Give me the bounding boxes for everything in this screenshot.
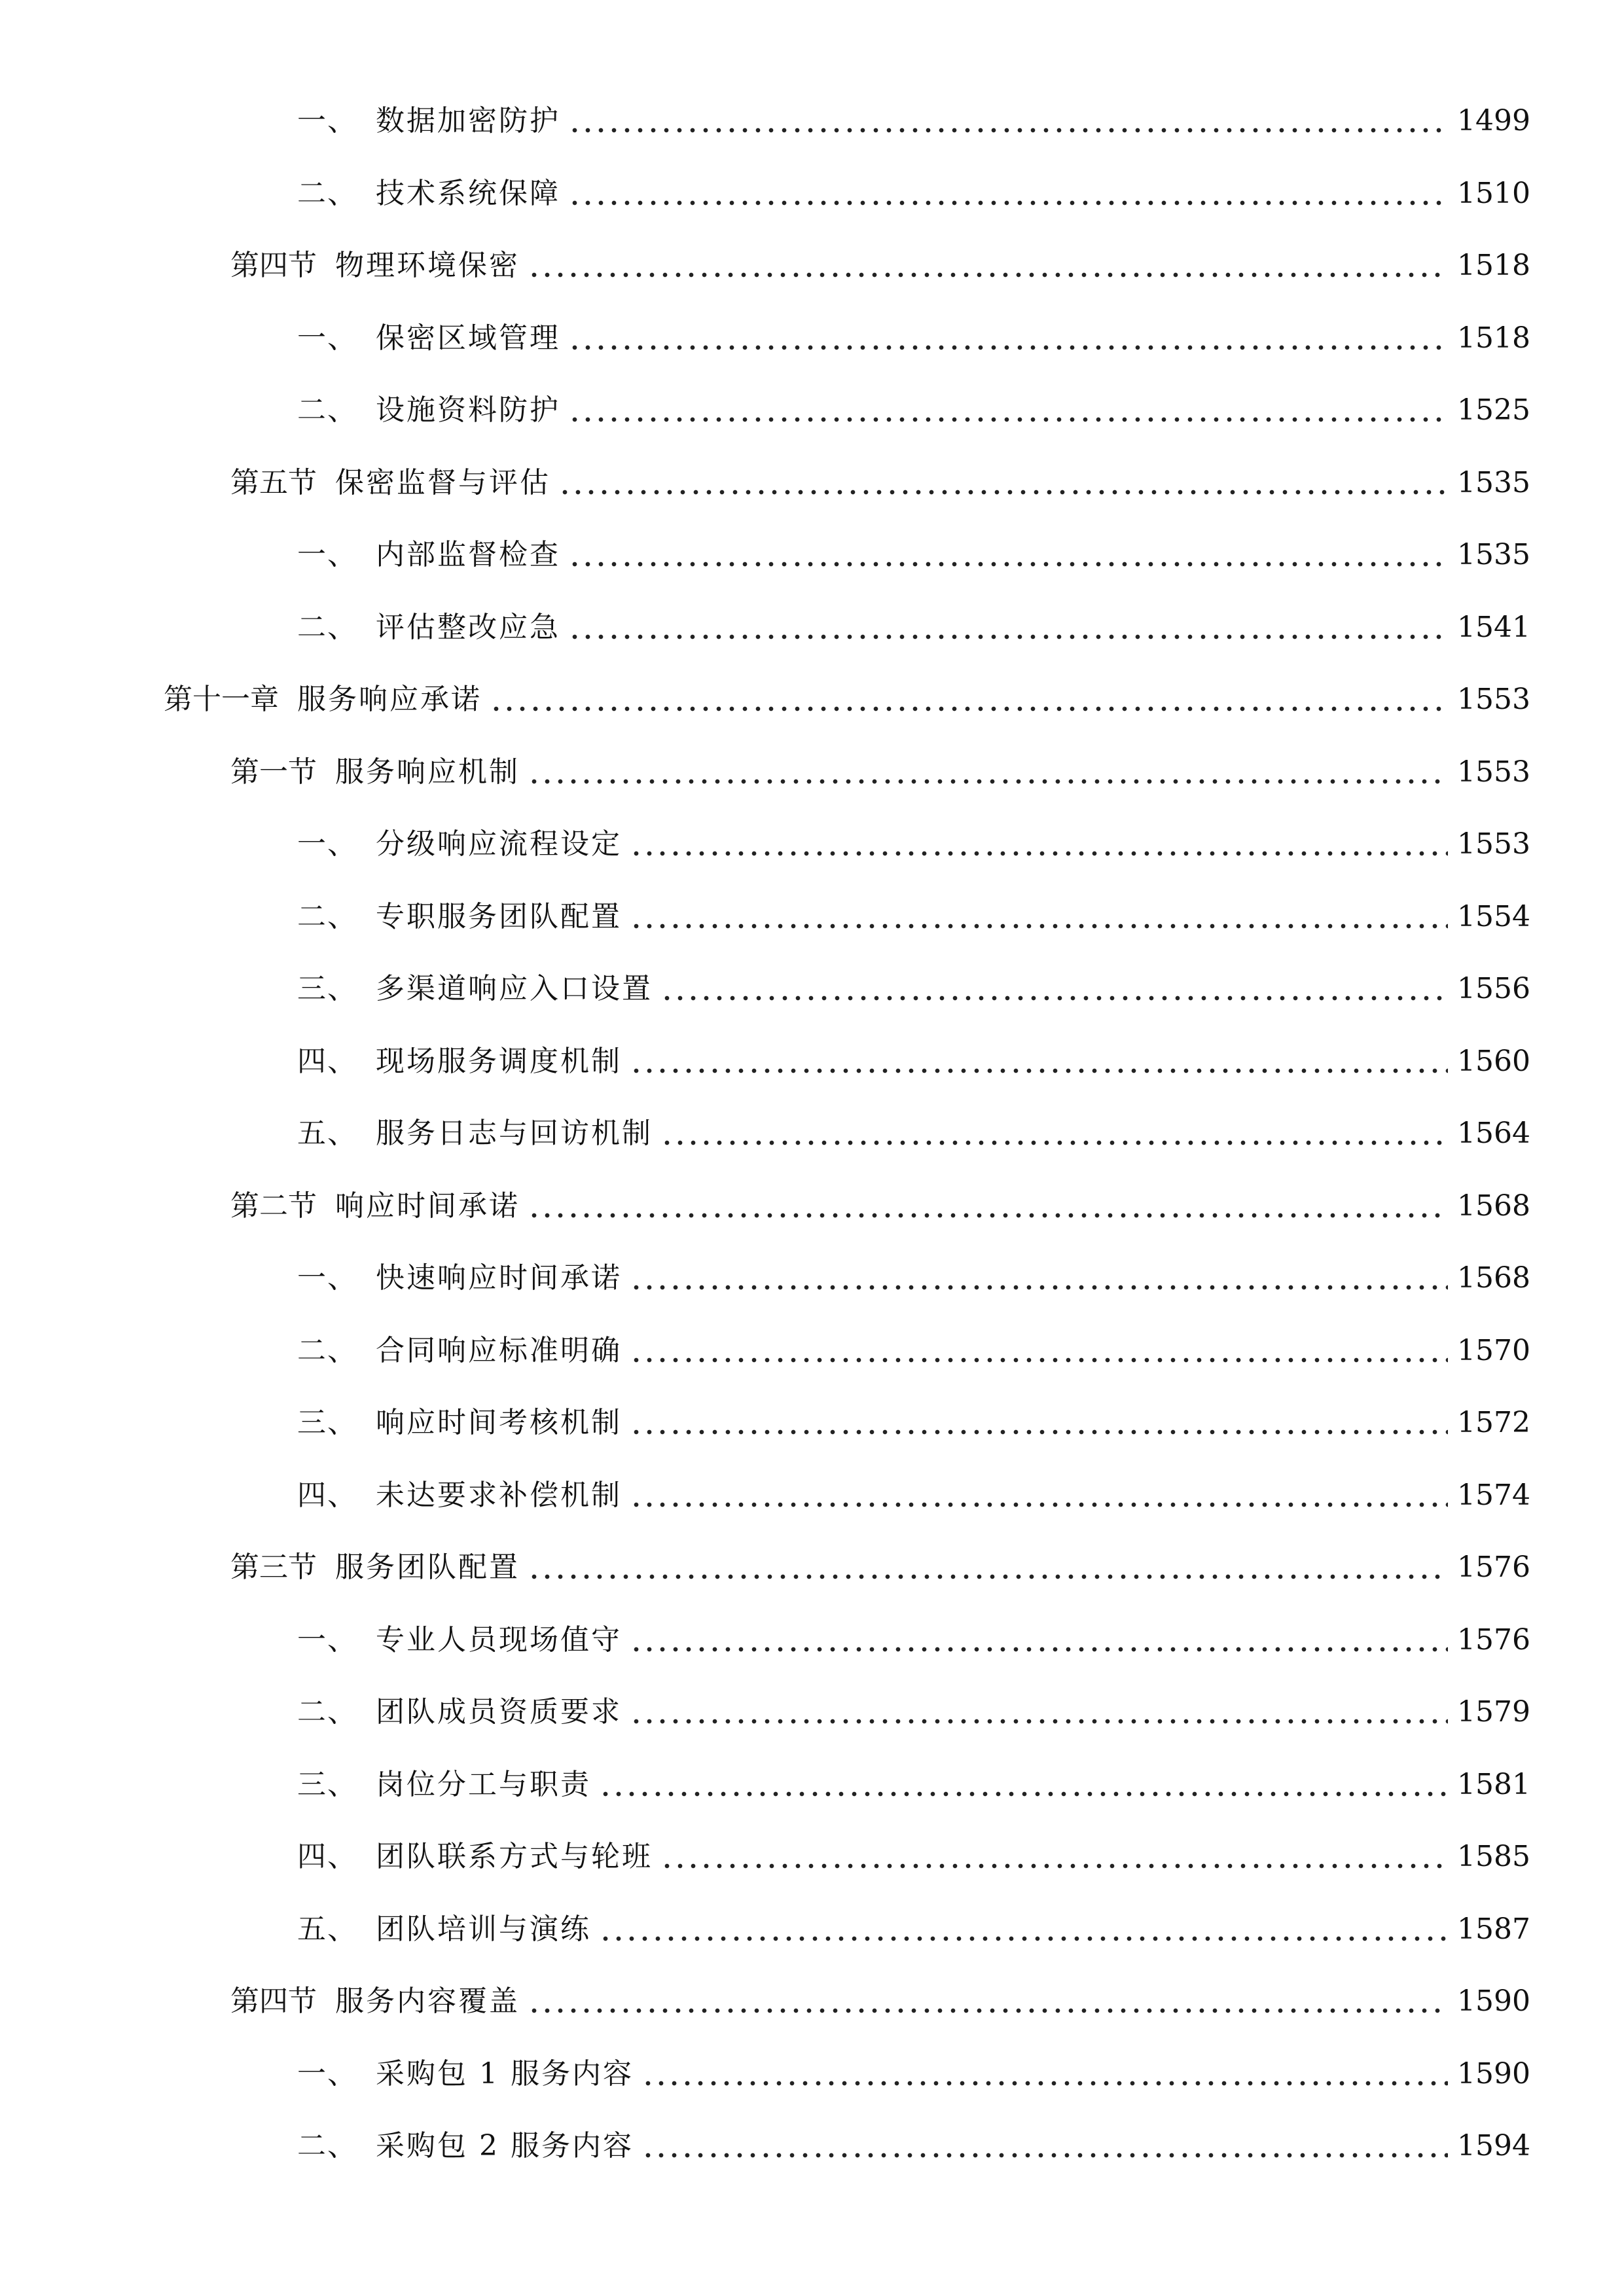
toc-entry-number: 第二节 <box>230 1189 317 1223</box>
toc-entry[interactable] <box>0 374 1624 447</box>
toc-leader-dots <box>630 1698 1448 1727</box>
toc-entry-title: 未达要求补偿机制 <box>376 1478 622 1512</box>
toc-page-number: 1590 <box>1457 1984 1530 2018</box>
toc-entry-number: 第三节 <box>230 1551 317 1585</box>
toc-entry-title: 服务响应机制 <box>335 755 520 789</box>
toc-leader-dots <box>528 1192 1448 1221</box>
toc-entry[interactable] <box>0 1387 1624 1460</box>
toc-entry[interactable] <box>0 1676 1624 1749</box>
toc-entry[interactable] <box>0 519 1624 592</box>
toc-entry[interactable] <box>0 85 1624 158</box>
toc-entry-title: 团队成员资质要求 <box>376 1695 622 1729</box>
toc-entry-number: 一、 <box>297 1261 357 1295</box>
toc-entry[interactable] <box>0 953 1624 1026</box>
toc-entry-title: 采购包 2 服务内容 <box>376 2129 634 2163</box>
toc-leader-dots <box>568 541 1448 569</box>
toc-entry-number: 二、 <box>297 2129 357 2163</box>
toc-entry-title: 内部监督检查 <box>376 538 560 572</box>
toc-leader-dots <box>558 469 1448 497</box>
toc-entry-title: 合同响应标准明确 <box>376 1333 622 1367</box>
toc-entry-number: 一、 <box>297 2056 357 2090</box>
toc-entry-number: 四、 <box>297 1478 357 1512</box>
toc-leader-dots <box>630 903 1448 931</box>
toc-page-number: 1556 <box>1457 972 1530 1006</box>
toc-entry-number: 二、 <box>297 176 357 210</box>
toc-entry-number: 一、 <box>297 1623 357 1657</box>
toc-entry-number: 第一节 <box>230 755 317 789</box>
toc-page-number: 1570 <box>1457 1333 1530 1367</box>
toc-page-number: 1568 <box>1457 1261 1530 1295</box>
toc-leader-dots <box>630 1408 1448 1437</box>
toc-entry[interactable] <box>0 302 1624 375</box>
toc-page-number: 1525 <box>1457 393 1530 427</box>
toc-entry[interactable] <box>0 1821 1624 1893</box>
toc-leader-dots <box>568 396 1448 425</box>
toc-entry-number: 第四节 <box>230 1984 317 2018</box>
toc-page-number: 1499 <box>1457 104 1530 138</box>
toc-entry[interactable] <box>0 664 1624 736</box>
toc-entry-title: 团队培训与演练 <box>376 1912 591 1946</box>
toc-entry-number: 三、 <box>297 1406 357 1440</box>
toc-entry-number: 二、 <box>297 899 357 933</box>
toc-entry[interactable] <box>0 230 1624 302</box>
toc-entry-number: 二、 <box>297 1695 357 1729</box>
toc-page-number: 1553 <box>1457 755 1530 789</box>
toc-entry-number: 五、 <box>297 1912 357 1946</box>
toc-leader-dots <box>630 1264 1448 1293</box>
toc-leader-dots <box>630 1047 1448 1076</box>
toc-entry-title: 服务团队配置 <box>335 1551 520 1585</box>
toc-leader-dots <box>630 1481 1448 1510</box>
toc-entry[interactable] <box>0 1532 1624 1604</box>
toc-entry-title: 现场服务调度机制 <box>376 1044 622 1078</box>
toc-page-number: 1579 <box>1457 1695 1530 1729</box>
toc-entry-title: 团队联系方式与轮班 <box>376 1840 653 1874</box>
toc-entry[interactable] <box>0 1170 1624 1243</box>
toc-page-number: 1564 <box>1457 1117 1530 1151</box>
toc-page-number: 1568 <box>1457 1189 1530 1223</box>
toc-entry-title: 专业人员现场值守 <box>376 1623 622 1657</box>
toc-entry-title: 服务内容覆盖 <box>335 1984 520 2018</box>
toc-entry-title: 服务响应承诺 <box>297 683 482 717</box>
toc-leader-dots <box>490 685 1448 714</box>
toc-leader-dots <box>528 758 1448 787</box>
toc-entry-title: 响应时间考核机制 <box>376 1406 622 1440</box>
toc-page-number: 1553 <box>1457 827 1530 861</box>
toc-leader-dots <box>660 975 1448 1003</box>
toc-entry-title: 快速响应时间承诺 <box>376 1261 622 1295</box>
toc-page-number: 1576 <box>1457 1623 1530 1657</box>
toc-entry[interactable] <box>0 736 1624 809</box>
toc-entry-number: 三、 <box>297 972 357 1006</box>
toc-entry-number: 一、 <box>297 321 357 355</box>
toc-entry[interactable] <box>0 1749 1624 1821</box>
toc-entry[interactable] <box>0 2110 1624 2183</box>
toc-entry-title: 响应时间承诺 <box>335 1189 520 1223</box>
toc-page-number: 1518 <box>1457 249 1530 283</box>
table-of-contents <box>0 85 1624 2183</box>
toc-page-number: 1535 <box>1457 465 1530 499</box>
toc-leader-dots <box>660 1842 1448 1871</box>
toc-leader-dots <box>528 1987 1448 2016</box>
toc-entry[interactable] <box>0 1893 1624 1966</box>
toc-page-number: 1518 <box>1457 321 1530 355</box>
toc-entry-number: 第五节 <box>230 465 317 499</box>
toc-entry-title: 多渠道响应入口设置 <box>376 972 653 1006</box>
toc-entry-title: 分级响应流程设定 <box>376 827 622 861</box>
toc-entry[interactable] <box>0 1460 1624 1532</box>
toc-leader-dots <box>599 1770 1448 1799</box>
toc-entry[interactable] <box>0 158 1624 230</box>
toc-entry-number: 二、 <box>297 610 357 644</box>
toc-entry-title: 物理环境保密 <box>335 249 520 283</box>
toc-leader-dots <box>568 179 1448 208</box>
toc-entry-number: 五、 <box>297 1117 357 1151</box>
toc-leader-dots <box>630 1336 1448 1365</box>
toc-entry-number: 一、 <box>297 827 357 861</box>
toc-entry[interactable] <box>0 1965 1624 2038</box>
toc-entry-number: 第四节 <box>230 249 317 283</box>
toc-entry-title: 岗位分工与职责 <box>376 1767 591 1801</box>
toc-entry[interactable] <box>0 1098 1624 1170</box>
toc-page-number: 1594 <box>1457 2129 1530 2163</box>
toc-entry[interactable] <box>0 1242 1624 1315</box>
toc-entry[interactable] <box>0 881 1624 954</box>
toc-entry-number: 四、 <box>297 1044 357 1078</box>
toc-entry-number: 二、 <box>297 393 357 427</box>
toc-page-number: 1590 <box>1457 2056 1530 2090</box>
toc-entry-title: 技术系统保障 <box>376 176 560 210</box>
toc-entry[interactable] <box>0 1315 1624 1388</box>
toc-leader-dots <box>528 251 1448 280</box>
toc-page-number: 1560 <box>1457 1044 1530 1078</box>
toc-page-number: 1510 <box>1457 176 1530 210</box>
toc-entry-number: 三、 <box>297 1767 357 1801</box>
toc-entry[interactable] <box>0 1604 1624 1677</box>
toc-entry[interactable] <box>0 808 1624 881</box>
toc-leader-dots <box>568 613 1448 642</box>
toc-page-number: 1581 <box>1457 1767 1530 1801</box>
toc-page-number: 1576 <box>1457 1551 1530 1585</box>
toc-leader-dots <box>630 830 1448 859</box>
toc-page-number: 1554 <box>1457 899 1530 933</box>
toc-entry[interactable] <box>0 2038 1624 2111</box>
toc-page-number: 1585 <box>1457 1840 1530 1874</box>
toc-leader-dots <box>528 1553 1448 1582</box>
toc-entry-number: 一、 <box>297 538 357 572</box>
toc-leader-dots <box>660 1119 1448 1148</box>
toc-leader-dots <box>641 2060 1448 2089</box>
toc-entry-title: 专职服务团队配置 <box>376 899 622 933</box>
toc-entry-title: 保密监督与评估 <box>335 465 550 499</box>
toc-entry-number: 四、 <box>297 1840 357 1874</box>
toc-page-number: 1553 <box>1457 683 1530 717</box>
toc-page-number: 1541 <box>1457 610 1530 644</box>
toc-page-number: 1535 <box>1457 538 1530 572</box>
toc-entry-title: 设施资料防护 <box>376 393 560 427</box>
toc-page-number: 1574 <box>1457 1478 1530 1512</box>
toc-leader-dots <box>568 107 1448 135</box>
toc-entry[interactable] <box>0 447 1624 520</box>
toc-leader-dots <box>630 1626 1448 1655</box>
toc-entry-number: 一、 <box>297 104 357 138</box>
toc-entry[interactable] <box>0 592 1624 664</box>
toc-entry-number: 第十一章 <box>164 683 279 717</box>
toc-leader-dots <box>568 324 1448 353</box>
toc-entry-title: 服务日志与回访机制 <box>376 1117 653 1151</box>
toc-entry-number: 二、 <box>297 1333 357 1367</box>
toc-page-number: 1572 <box>1457 1406 1530 1440</box>
toc-entry-title: 保密区域管理 <box>376 321 560 355</box>
toc-leader-dots <box>641 2132 1448 2161</box>
toc-page-number: 1587 <box>1457 1912 1530 1946</box>
toc-entry-title: 数据加密防护 <box>376 104 560 138</box>
toc-leader-dots <box>599 1915 1448 1944</box>
toc-entry[interactable] <box>0 1026 1624 1098</box>
toc-entry-title: 采购包 1 服务内容 <box>376 2056 634 2090</box>
toc-entry-title: 评估整改应急 <box>376 610 560 644</box>
